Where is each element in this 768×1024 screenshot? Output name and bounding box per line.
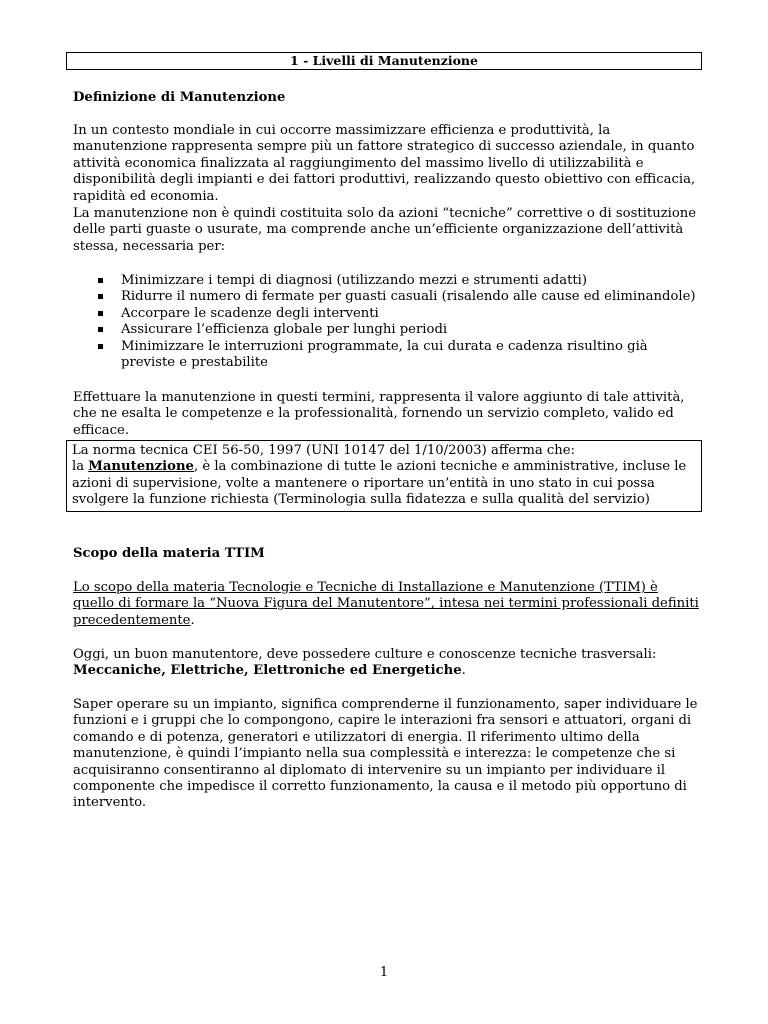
paragraph-oggi-end: . (461, 663, 466, 679)
page-number: 1 (379, 965, 389, 980)
list-item (98, 339, 698, 372)
norm-term: Manutenzione (88, 459, 194, 475)
norm-definition-text: , è la combinazione di tutte le azioni tecniche e amministrative, incluse le azioni di supervisione, volte a mantenere o riportare un’entità in uno stato in cui possa svolgere la funzione richiesta (Terminologia sulla fidatezza e sulla qualità del servizio) (72, 459, 687, 508)
section-heading-definizione: Definizione di Manutenzione (73, 90, 286, 105)
norm-intro: La norma tecnica CEI 56-50, 1997 (UNI 10147 del 1/10/2003) afferma che: (72, 443, 575, 458)
list-item-text: Minimizzare i tempi di diagnosi (utilizzando mezzi e strumenti adatti) (121, 273, 588, 288)
paragraph-manutenzione-non: La manutenzione non è quindi costituita solo da azioni “tecniche” correttive o di sostituzione delle parti guaste o usurate, ma comprende anche un’efficiente organizzazione dell’attività stessa, necessaria per: (73, 206, 697, 254)
section-heading-scopo: Scopo della materia TTIM (73, 546, 265, 561)
bullet-icon (98, 278, 103, 283)
list-item (98, 289, 698, 305)
paragraph-oggi (73, 647, 703, 680)
list-item (98, 273, 698, 289)
bullet-icon (98, 294, 103, 299)
bullet-icon (98, 344, 103, 349)
chapter-title: 1 - Livelli di Manutenzione (66, 52, 702, 70)
paragraph-scopo-text: Lo scopo della materia Tecnologie e Tecniche di Installazione e Manutenzione (TTIM) è quello di formare la “Nuova Figura del Manutentore”, intesa nei termini professionali definiti precedentemente (73, 580, 699, 628)
list-item (98, 306, 698, 322)
paragraph-scopo (73, 580, 703, 629)
paragraph-saper-operare: Saper operare su un impianto, significa comprenderne il funzionamento, saper individuare le funzioni e i gruppi che lo compongono, capire le interazioni fra sensori e attuatori, organi di comando e di potenza, generatori e utilizzatori di energia. Il riferimento ultimo della manutenzione, è quindi l’impianto nella sua complessità e interezza: le competenze che si acquisiranno consentiranno al diplomato di intervenire su un impianto per individuare il componente che impedisce il corretto funzionamento, la causa e il metodo più opportuno di intervento. (73, 697, 698, 811)
bullet-icon (98, 311, 103, 316)
requirements-list (98, 273, 698, 371)
paragraph-effettuare: Effettuare la manutenzione in questi termini, rappresenta il valore aggiunto di tale attività, che ne esalta le competenze e la professionalità, fornendo un servizio completo, valido ed efficace. (73, 390, 685, 438)
disciplines-list: Meccaniche, Elettriche, Elettroniche ed Energetiche (73, 663, 462, 679)
list-item-text: Ridurre il numero di fermate per guasti casuali (risalendo alle cause ed eliminandole) (121, 289, 696, 305)
norm-definition-box (66, 440, 702, 512)
list-item-text: Assicurare l’efficienza globale per lunghi periodi (121, 322, 448, 338)
norm-definition (72, 459, 696, 508)
bullet-icon (98, 327, 103, 332)
paragraph-contesto: In un contesto mondiale in cui occorre massimizzare efficienza e produttività, la manutenzione rappresenta sempre più un fattore strategico di successo aziendale, in quanto attività economica finalizzata al raggiungimento del massimo livello di utilizzabilità e disponibilità degli impianti e dei fattori produttivi, realizzando questo obiettivo con efficacia, rapidità ed economia. (73, 123, 696, 204)
norm-prefix: la (72, 459, 89, 475)
list-item-text: Minimizzare le interruzioni programmate, la cui durata e cadenza risultino già previste e prestabilite (121, 338, 648, 371)
paragraph-scopo-end: . (190, 612, 195, 628)
list-item-text: Accorpare le scadenze degli interventi (121, 305, 379, 321)
paragraph-oggi-text: Oggi, un buon manutentore, deve possedere culture e conoscenze tecniche trasversali: (73, 647, 657, 662)
list-item (98, 322, 698, 338)
